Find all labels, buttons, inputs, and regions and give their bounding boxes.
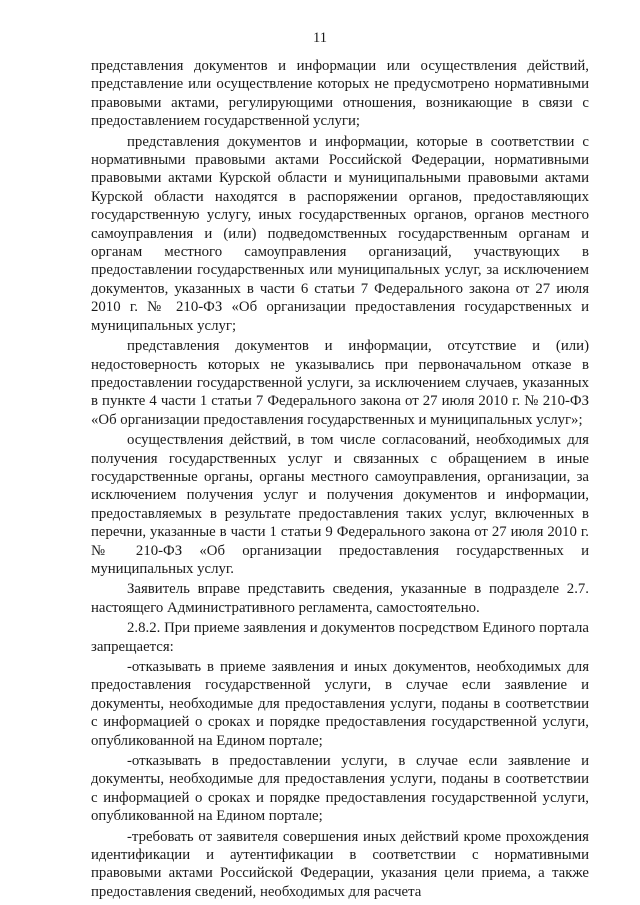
paragraph-documents-in-possession: представления документов и информации, которые в соответствии с нормативными правовыми актами Российской Федерации, нормативными правовыми актами Курской области и муниципальными правовыми актами Курской области находятся в распоряжении органов, предоставляющих государственную услугу, иных государственных органов, органов местного самоуправления и (или) подведомственных государственным органам и органам местного самоуправления организаций, участвующих в предоставлении государственных или муниципальных услуг, за исключением документов, указанных в части 6 статьи 7 Федерального закона от 27 июля 2010 г. № 210-ФЗ «Об организации предоставления государственных и муниципальных услуг;	[91, 133, 589, 334]
paragraph-refuse-acceptance: -отказывать в приеме заявления и иных документов, необходимых для предоставления государственной услуги, в случае если заявление и документы, необходимые для предоставления услуги, поданы в соответствии с информацией о сроках и порядке предоставления государственной услуги, опубликованной на Едином портале;	[91, 659, 589, 749]
page-number: 11	[313, 30, 327, 46]
paragraph-applicant-right: Заявитель вправе представить сведения, указанные в подразделе 2.7. настоящего Административного регламента, самостоятельно.	[91, 581, 589, 616]
paragraph-section-2-8-2: 2.8.2. При приеме заявления и документов посредством Единого портала запрещается:	[91, 620, 589, 655]
paragraph-require-actions: -требовать от заявителя совершения иных действий кроме прохождения идентификации и аутентификации в соответствии с нормативными правовыми актами Российской Федерации, указания цели приема, а также предоставления сведений, необходимых для расчета	[91, 828, 589, 900]
paragraph-continuation: представления документов и информации или осуществления действий, представление или осуществление которых не предусмотрено нормативными правовыми актами, регулирующими отношения, возникающие в связи с предоставлением государственной услуги;	[91, 58, 589, 130]
paragraph-refuse-service: -отказывать в предоставлении услуги, в случае если заявление и документы, необходимые для предоставления услуги, поданы в соответствии с информацией о сроках и порядке предоставления государственной услуги, опубликованной на Едином портале;	[91, 753, 589, 825]
paragraph-unreliable-documents: представления документов и информации, отсутствие и (или) недостоверность которых не указывались при первоначальном отказе в предоставлении государственной услуги, за исключением случаев, указанных в пункте 4 части 1 статьи 7 Федерального закона от 27 июля 2010 г. № 210-ФЗ «Об организации предоставления государственных и муниципальных услуг»;	[91, 338, 589, 428]
paragraph-approvals: осуществления действий, в том числе согласований, необходимых для получения государственных услуг и связанных с обращением в иные государственные органы, органы местного самоуправления, организации, за исключением получения услуг и получения документов и информации, предоставляемых в результате предоставления таких услуг, включенных в перечни, указанные в части 1 статьи 9 Федерального закона от 27 июля 2010 г. № 210-ФЗ «Об организации предоставления государственных и муниципальных услуг.	[91, 432, 589, 577]
document-body	[91, 57, 589, 903]
